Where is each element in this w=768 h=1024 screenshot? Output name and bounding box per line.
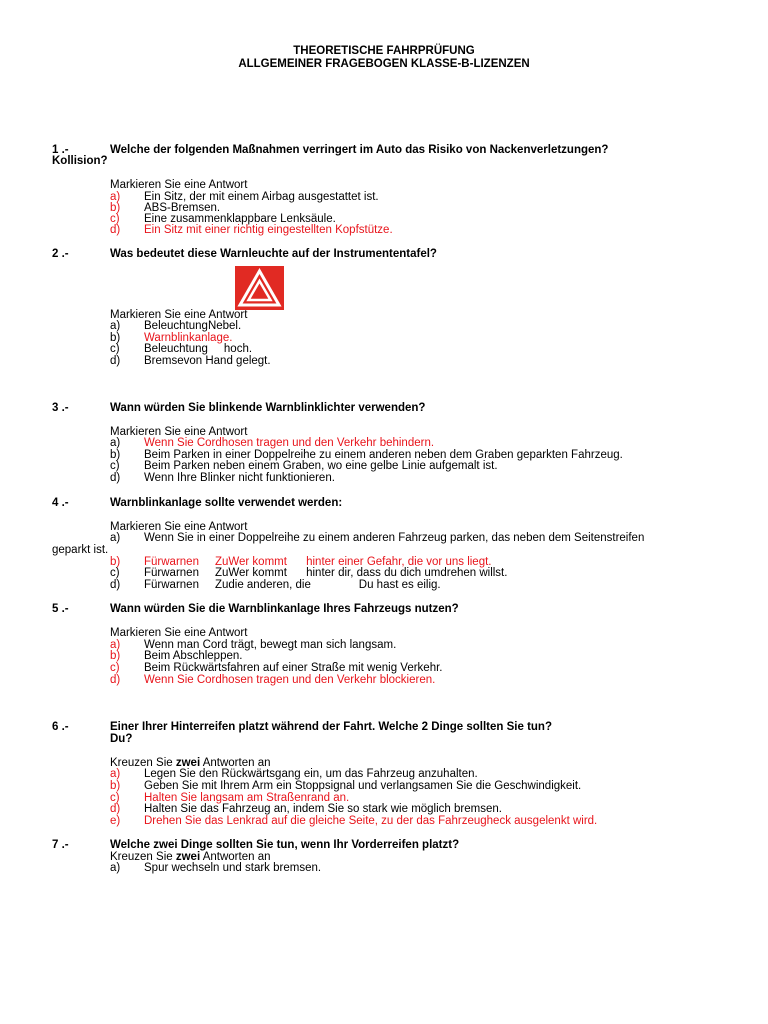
answer-text: Warnblinkanlage. bbox=[144, 332, 233, 344]
answer-text: Wenn Sie Cordhosen tragen und den Verkehr blockieren. bbox=[144, 674, 436, 686]
answer-letter: c) bbox=[110, 460, 120, 472]
answer-text: Wenn Sie Cordhosen tragen und den Verkehr behindern. bbox=[144, 437, 435, 449]
answer-letter: c) bbox=[110, 567, 120, 579]
answer-letter: d) bbox=[110, 803, 121, 815]
answer-letter: a) bbox=[110, 191, 121, 203]
answer-letter: d) bbox=[110, 472, 121, 484]
answer-text: ABS-Bremsen. bbox=[144, 202, 221, 214]
instr-post: Antworten an bbox=[200, 757, 271, 769]
q7-number: 7 .- bbox=[52, 839, 69, 851]
q7-text: Welche zwei Dinge sollten Sie tun, wenn Ihr Vorderreifen platzt? bbox=[110, 839, 460, 851]
answer-text: Beleuchtung hoch. bbox=[144, 343, 253, 355]
q6-text-wrap: Du? bbox=[110, 733, 133, 745]
answer-text: Halten Sie langsam am Straßenrand an. bbox=[144, 792, 350, 804]
answer-text: Beim Parken neben einem Graben, wo eine gelbe Linie aufgemalt ist. bbox=[144, 460, 498, 472]
answer-text: Beim Abschleppen. bbox=[144, 650, 243, 662]
answer-letter: d) bbox=[110, 355, 121, 367]
answer-text: Drehen Sie das Lenkrad auf die gleiche Seite, zu der das Fahrzeugheck ausgelenkt wird. bbox=[144, 815, 598, 827]
doc-title-line2: ALLGEMEINER FRAGEBOGEN KLASSE-B-LIZENZEN bbox=[238, 58, 530, 70]
q1-number: 1 .- bbox=[52, 144, 69, 156]
answer-text: Wenn man Cord trägt, bewegt man sich langsam. bbox=[144, 639, 397, 651]
q5-text: Wann würden Sie die Warnblinkanlage Ihres Fahrzeugs nutzen? bbox=[110, 603, 459, 615]
instr-bold: zwei bbox=[175, 851, 201, 863]
answer-letter: c) bbox=[110, 662, 120, 674]
q2-instruction: Markieren Sie eine Antwort bbox=[110, 309, 248, 321]
q5-instruction: Markieren Sie eine Antwort bbox=[110, 627, 248, 639]
q4-instruction: Markieren Sie eine Antwort bbox=[110, 521, 248, 533]
answer-text: Fürwarnen ZuWer kommt hinter einer Gefahr, die vor uns liegt. bbox=[144, 556, 492, 568]
answer-text: Eine zusammenklappbare Lenksäule. bbox=[144, 213, 336, 225]
q2-text: Was bedeutet diese Warnleuchte auf der Instrumententafel? bbox=[110, 248, 437, 260]
answer-text: Spur wechseln und stark bremsen. bbox=[144, 862, 322, 874]
answer-text: Halten Sie das Fahrzeug an, indem Sie so stark wie möglich bremsen. bbox=[144, 803, 502, 815]
answer-text: Ein Sitz, der mit einem Airbag ausgestattet ist. bbox=[144, 191, 379, 203]
answer-text: Beim Rückwärtsfahren auf einer Straße mit wenig Verkehr. bbox=[144, 662, 443, 674]
q3-instruction: Markieren Sie eine Antwort bbox=[110, 426, 248, 438]
answer-letter: c) bbox=[110, 213, 120, 225]
answer-text: Ein Sitz mit einer richtig eingestellten Kopfstütze. bbox=[144, 224, 393, 236]
answer-letter: a) bbox=[110, 768, 121, 780]
answer-letter: a) bbox=[110, 639, 121, 651]
answer-letter: b) bbox=[110, 332, 121, 344]
q1-text-wrap: Kollision? bbox=[52, 155, 108, 167]
answer-letter: d) bbox=[110, 224, 121, 236]
answer-text: Legen Sie den Rückwärtsgang ein, um das Fahrzeug anzuhalten. bbox=[144, 768, 478, 780]
answer-letter: a) bbox=[110, 862, 121, 874]
answer-letter: e) bbox=[110, 815, 121, 827]
doc-title-line1: THEORETISCHE FAHRPRÜFUNG bbox=[293, 45, 475, 57]
answer-text: Fürwarnen Zudie anderen, die Du hast es eilig. bbox=[144, 579, 441, 591]
q3-text: Wann würden Sie blinkende Warnblinklichter verwenden? bbox=[110, 402, 426, 414]
answer-letter: d) bbox=[110, 579, 121, 591]
answer-letter: d) bbox=[110, 674, 121, 686]
instr-bold: zwei bbox=[175, 757, 201, 769]
answer-letter: b) bbox=[110, 780, 121, 792]
q2-number: 2 .- bbox=[52, 248, 69, 260]
answer-text: Wenn Ihre Blinker nicht funktionieren. bbox=[144, 472, 335, 484]
q6-number: 6 .- bbox=[52, 721, 69, 733]
answer-letter: a) bbox=[110, 437, 121, 449]
answer-text: Beim Parken in einer Doppelreihe zu einem anderen neben dem Graben geparkten Fahrzeug. bbox=[144, 449, 623, 461]
q3-number: 3 .- bbox=[52, 402, 69, 414]
q4-number: 4 .- bbox=[52, 497, 69, 509]
instr-pre: Kreuzen Sie bbox=[110, 757, 176, 769]
answer-text: Fürwarnen ZuWer kommt hinter dir, dass du dich umdrehen willst. bbox=[144, 567, 508, 579]
q4-text: Warnblinkanlage sollte verwendet werden: bbox=[110, 497, 343, 509]
q4-answer-a-wrap: geparkt ist. bbox=[52, 544, 109, 556]
answer-letter: b) bbox=[110, 556, 121, 568]
answer-letter: b) bbox=[110, 650, 121, 662]
answer-letter: a) bbox=[110, 532, 121, 544]
q1-instruction: Markieren Sie eine Antwort bbox=[110, 179, 248, 191]
answer-text: Wenn Sie in einer Doppelreihe zu einem anderen Fahrzeug parken, das neben dem Seitenstreifen bbox=[144, 532, 645, 544]
instr-post: Antworten an bbox=[200, 851, 271, 863]
hazard-warning-icon bbox=[235, 266, 284, 310]
instr-pre: Kreuzen Sie bbox=[110, 851, 176, 863]
answer-letter: c) bbox=[110, 343, 120, 355]
answer-letter: c) bbox=[110, 792, 120, 804]
answer-letter: b) bbox=[110, 449, 121, 461]
answer-letter: b) bbox=[110, 202, 121, 214]
answer-letter: a) bbox=[110, 320, 121, 332]
answer-text: Bremsevon Hand gelegt. bbox=[144, 355, 271, 367]
q6-text: Einer Ihrer Hinterreifen platzt während der Fahrt. Welche 2 Dinge sollten Sie tun? bbox=[110, 721, 552, 733]
q5-number: 5 .- bbox=[52, 603, 69, 615]
answer-text: Geben Sie mit Ihrem Arm ein Stoppsignal und verlangsamen Sie die Geschwindigkeit. bbox=[144, 780, 582, 792]
answer-text: BeleuchtungNebel. bbox=[144, 320, 242, 332]
q1-text: Welche der folgenden Maßnahmen verringert im Auto das Risiko von Nackenverletzungen? bbox=[110, 144, 609, 156]
